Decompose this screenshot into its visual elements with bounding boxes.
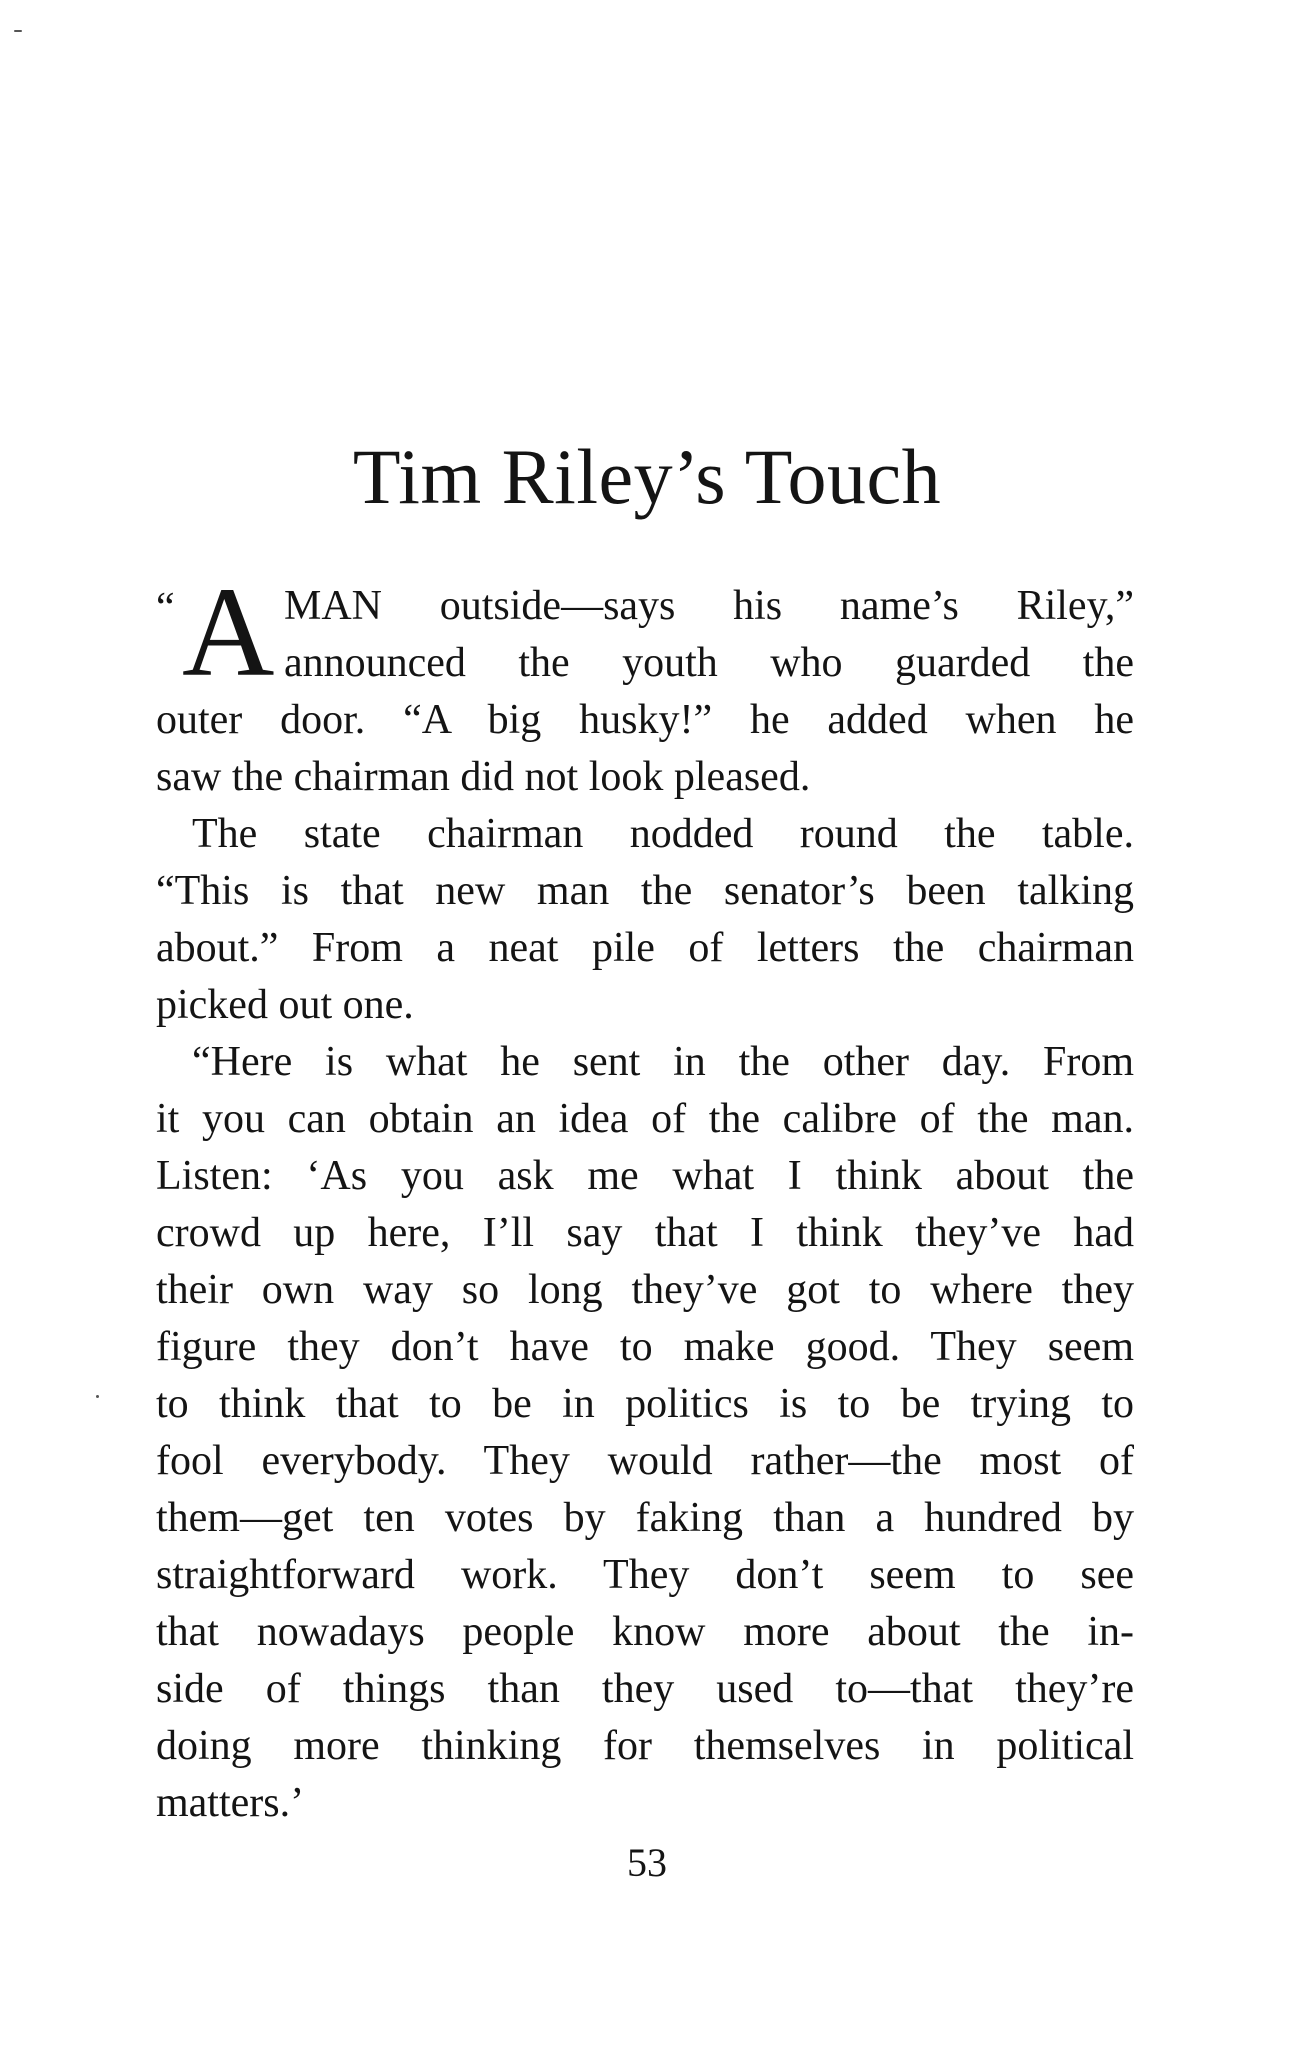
text-line: “Here is what he sent in the other day. From [192, 1039, 1134, 1085]
drop-cap-row [156, 561, 1134, 703]
text-line: doing more thinking for themselves in political [156, 1723, 1134, 1769]
text-line: matters.’ [156, 1780, 305, 1826]
paragraph-1 [156, 561, 1134, 806]
drop-cap-lines [284, 578, 1134, 692]
text-line: picked out one. [156, 982, 414, 1028]
text-line: Listen: ‘As you ask me what I think about the [156, 1153, 1134, 1199]
text-line: outer door. “A big husky!” he added when he [156, 697, 1134, 743]
text-line: side of things than they used to—that they’re [156, 1666, 1134, 1712]
text-line: fool everybody. They would rather—the most of [156, 1438, 1134, 1484]
print-speck [14, 30, 22, 32]
text-line: crowd up here, I’ll say that I think they’ve had [156, 1210, 1134, 1256]
text-line: figure they don’t have to make good. They seem [156, 1324, 1134, 1370]
text-line: them—get ten votes by faking than a hundred by [156, 1495, 1134, 1541]
paragraph-3 [156, 1034, 1134, 1832]
text-line: straightforward work. They don’t seem to see [156, 1552, 1134, 1598]
text-line: that nowadays people know more about the in- [156, 1609, 1134, 1655]
text-line: to think that to be in politics is to be trying to [156, 1381, 1134, 1427]
text-line: their own way so long they’ve got to where they [156, 1267, 1134, 1313]
text-line: about.” From a neat pile of letters the chairman [156, 925, 1134, 971]
text-line: The state chairman nodded round the table. [192, 811, 1134, 857]
text-line: it you can obtain an idea of the calibre of the man. [156, 1096, 1134, 1142]
text-line: MAN outside—says his name’s Riley,” [284, 583, 1134, 629]
text-line: “This is that new man the senator’s been talking [156, 868, 1134, 914]
text-line: saw the chairman did not look pleased. [156, 754, 811, 800]
chapter-title: Tim Riley’s Touch [352, 433, 942, 520]
page-number: 53 [627, 1840, 667, 1885]
text-line: announced the youth who guarded the [284, 640, 1134, 686]
opening-quote: “ [156, 585, 175, 631]
print-speck [96, 1395, 99, 1398]
drop-cap: A [182, 561, 275, 703]
paragraph-2 [156, 806, 1134, 1034]
